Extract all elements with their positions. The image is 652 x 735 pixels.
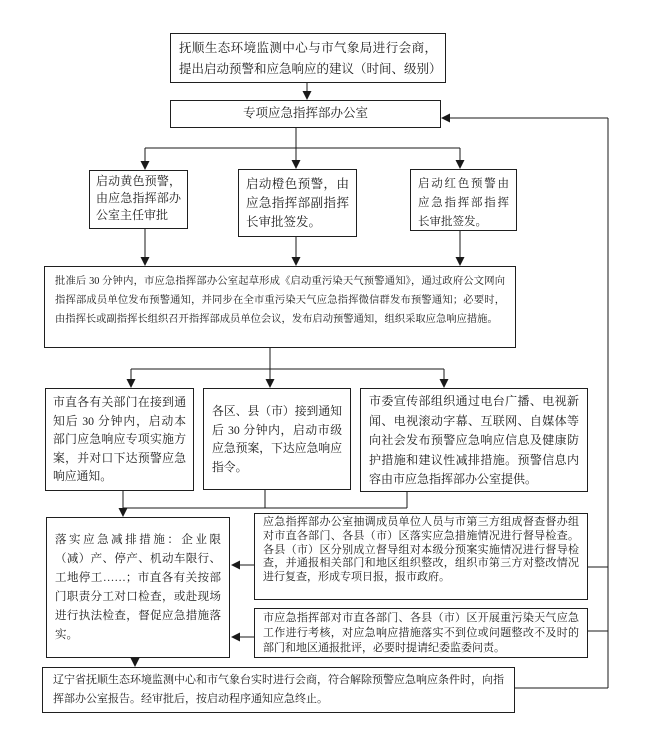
node-termination-text: 辽宁省抚顺生态环境监测中心和市气象台实时进行会商，符合解除预警应急响应条件时，向指挥部办公室报告。经审批后，按启动程序通知应急终止。	[53, 674, 504, 705]
node-publicity-department	[360, 388, 588, 492]
arrow-red	[456, 160, 465, 169]
arrow-notice-right	[456, 257, 465, 266]
node-implement-measures	[46, 517, 230, 658]
node-emergency-command-office	[170, 100, 441, 128]
node-warning-notice	[44, 266, 516, 348]
node-warning-notice-text: 批准后 30 分钟内，市应急指挥部办公室起草形成《启动重污染天气预警通知》，通过政府公文网向指挥部成员单位发布预警通知，并同步在全市重污染天气应急指挥微信群发布预警通知；必要时，由指挥长或副指挥长组织召开指挥部成员单位会议，发布启动预警通知，组织采取应急响应措施。	[55, 276, 505, 325]
arrow-notice-mid	[292, 257, 301, 266]
node-implement-measures-text: 落实应急减排措施：企业限（减）产、停产、机动车限行、工地停工……；市直各有关按部门职责分工对口检查，或赴现场进行执法检查，督促应急措施落实。	[55, 533, 221, 641]
node-red-warning	[410, 169, 517, 231]
node-city-departments-text: 市直各有关部门在接到通知后 30 分钟内，启动本部门应急响应专项实施方案，并对口下达预警应急响应通知。	[53, 395, 186, 484]
node-supervision-inspection-text: 应急指挥部办公室抽调成员单位人员与市第三方组成督查督办组对市直各部门、各县（市）区落实应急措施情况进行督导检查。各县（市）区分别成立督导组对本级分预案实施情况进行督导检查，并通报相关部门和地区组织整改，组织市第三方对整改情况进行复查，形成专项日报，报市政府。	[263, 516, 579, 584]
node-emergency-command-office-text: 专项应急指挥部办公室	[242, 106, 368, 120]
arrow-office	[303, 91, 312, 100]
arrow-counties	[266, 379, 275, 388]
arrow-publicity	[440, 379, 449, 388]
node-supervision-inspection	[254, 513, 588, 600]
arrow-office-feedback	[441, 114, 450, 123]
node-yellow-warning	[89, 170, 188, 229]
arrow-implement-from-supervise	[231, 561, 240, 570]
arrow-implement-from-assessment	[231, 633, 240, 642]
node-red-warning-text: 启动红色预警由应急指挥部指挥长审批签发。	[418, 178, 509, 228]
node-districts-counties	[203, 388, 351, 490]
node-city-departments	[45, 388, 194, 491]
arrow-yellow	[141, 161, 150, 170]
arrow-terminate	[131, 658, 140, 667]
node-yellow-warning-text: 启动黄色预警，由应急指挥部办公室主任审批	[96, 174, 181, 222]
node-termination	[42, 667, 515, 713]
node-consultation-text: 抚顺生态环境监测中心与市气象局进行会商，提出启动预警和应急响应的建议（时间、级别）	[179, 41, 442, 76]
arrow-departments	[127, 379, 136, 388]
node-assessment-text: 市应急指挥部对市直各部门、各县（市）区开展重污染天气应急工作进行考核，对应急响应措施落实不到位或问题整改不及时的部门和地区通报批评，必要时提请纪委监委问责。	[263, 612, 579, 654]
node-assessment	[254, 608, 588, 658]
node-districts-counties-text: 各区、县（市）接到通知后 30 分钟内，启动市级应急预案，下达应急响应指令。	[212, 404, 342, 474]
arrow-implement	[119, 508, 128, 517]
node-orange-warning	[238, 169, 357, 237]
node-orange-warning-text: 启动橙色预警，由应急指挥部副指挥长审批签发。	[246, 177, 349, 229]
arrow-notice-left	[141, 257, 150, 266]
node-consultation	[170, 33, 446, 83]
node-publicity-department-text: 市委宣传部组织通过电台广播、电视新闻、电视滚动字幕、互联网、自媒体等向社会发布预警应急响应信息及健康防护措施和建议性减排措施。预警信息内容由市应急指挥部办公室提供。	[369, 394, 579, 486]
arrow-orange	[292, 160, 301, 169]
